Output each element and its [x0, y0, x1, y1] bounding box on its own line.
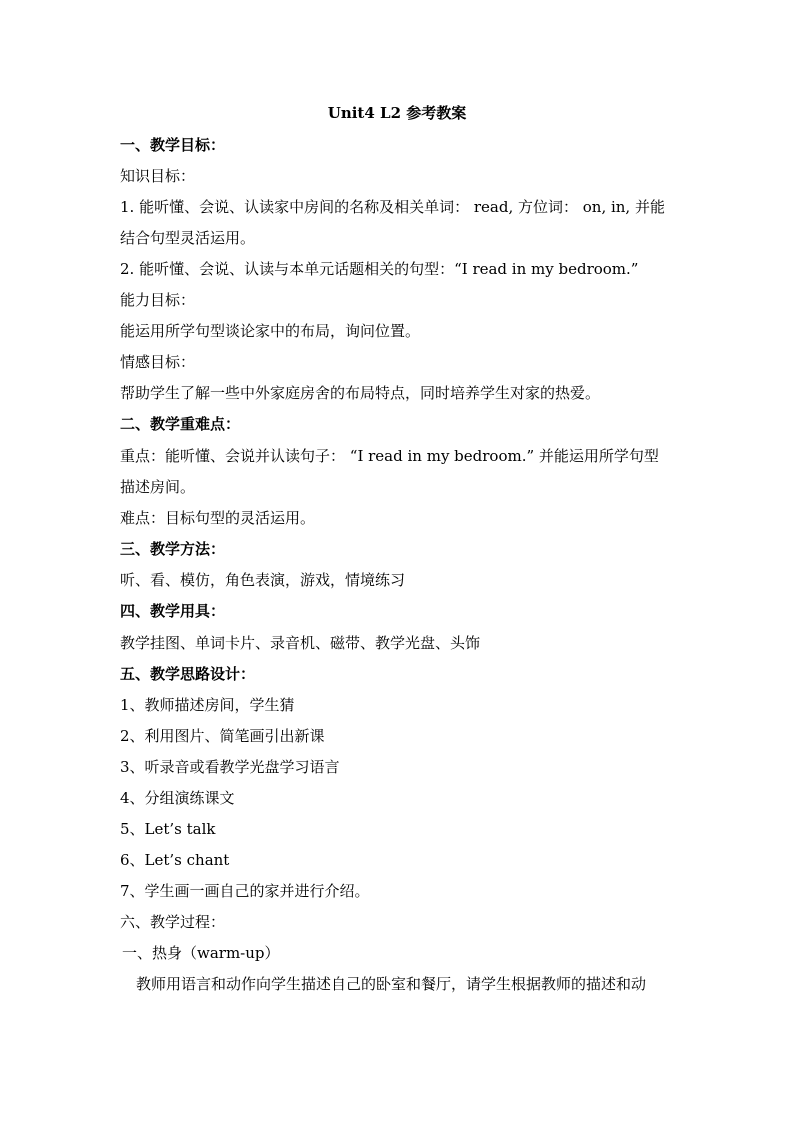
paragraph-line: 帮助学生了解一些中外家庭房舍的布局特点，同时培养学生对家的热爱。: [120, 384, 601, 402]
paragraph-line: 难点：目标句型的灵活运用。: [120, 509, 316, 527]
section-heading-design: 五、教学思路设计：: [120, 665, 256, 683]
subheading-emotion: 情感目标：: [120, 353, 196, 371]
section-heading-methods: 三、教学方法：: [120, 540, 226, 558]
paragraph-line: 教学挂图、单词卡片、录音机、磁带、教学光盘、头饰: [120, 634, 481, 652]
section-heading-objectives: 一、教学目标：: [120, 136, 226, 154]
list-item: 2、利用图片、简笔画引出新课: [120, 727, 325, 745]
list-item: 1、教师描述房间，学生猜: [120, 696, 295, 714]
paragraph-line: 能运用所学句型谈论家中的布局，询问位置。: [120, 322, 421, 340]
section-heading-key-points: 二、教学重难点：: [120, 415, 241, 433]
subheading-knowledge: 知识目标：: [120, 167, 196, 185]
paragraph-line: 重点：能听懂、会说并认读句子： “I read in my bedroom.” 并能运用所学句型: [120, 447, 659, 465]
paragraph-line: 1. 能听懂、会说、认读家中房间的名称及相关单词： read, 方位词： on, in, 并能: [120, 198, 665, 216]
section-heading-tools: 四、教学用具：: [120, 602, 226, 620]
list-item: 4、分组演练课文: [120, 789, 235, 807]
paragraph-line: 听、看、模仿，角色表演，游戏，情境练习: [120, 571, 406, 589]
subheading-ability: 能力目标：: [120, 291, 196, 309]
paragraph-line: 描述房间。: [120, 478, 196, 496]
subheading-warm-up: 一、热身（warm-up）: [122, 944, 280, 962]
list-item: 7、学生画一画自己的家并进行介绍。: [120, 882, 370, 900]
paragraph-line: 结合句型灵活运用。: [120, 229, 256, 247]
list-item: 5、Let’s talk: [120, 820, 216, 838]
paragraph-line: 2. 能听懂、会说、认读与本单元话题相关的句型：“I read in my bedroom.”: [120, 260, 639, 278]
list-item: 6、Let’s chant: [120, 851, 230, 869]
list-item: 3、听录音或看教学光盘学习语言: [120, 758, 340, 776]
section-heading-process: 六、教学过程：: [120, 913, 226, 931]
document-title: Unit4 L2 参考教案: [327, 104, 467, 122]
paragraph-line: 教师用语言和动作向学生描述自己的卧室和餐厅，请学生根据教师的描述和动: [136, 975, 647, 993]
